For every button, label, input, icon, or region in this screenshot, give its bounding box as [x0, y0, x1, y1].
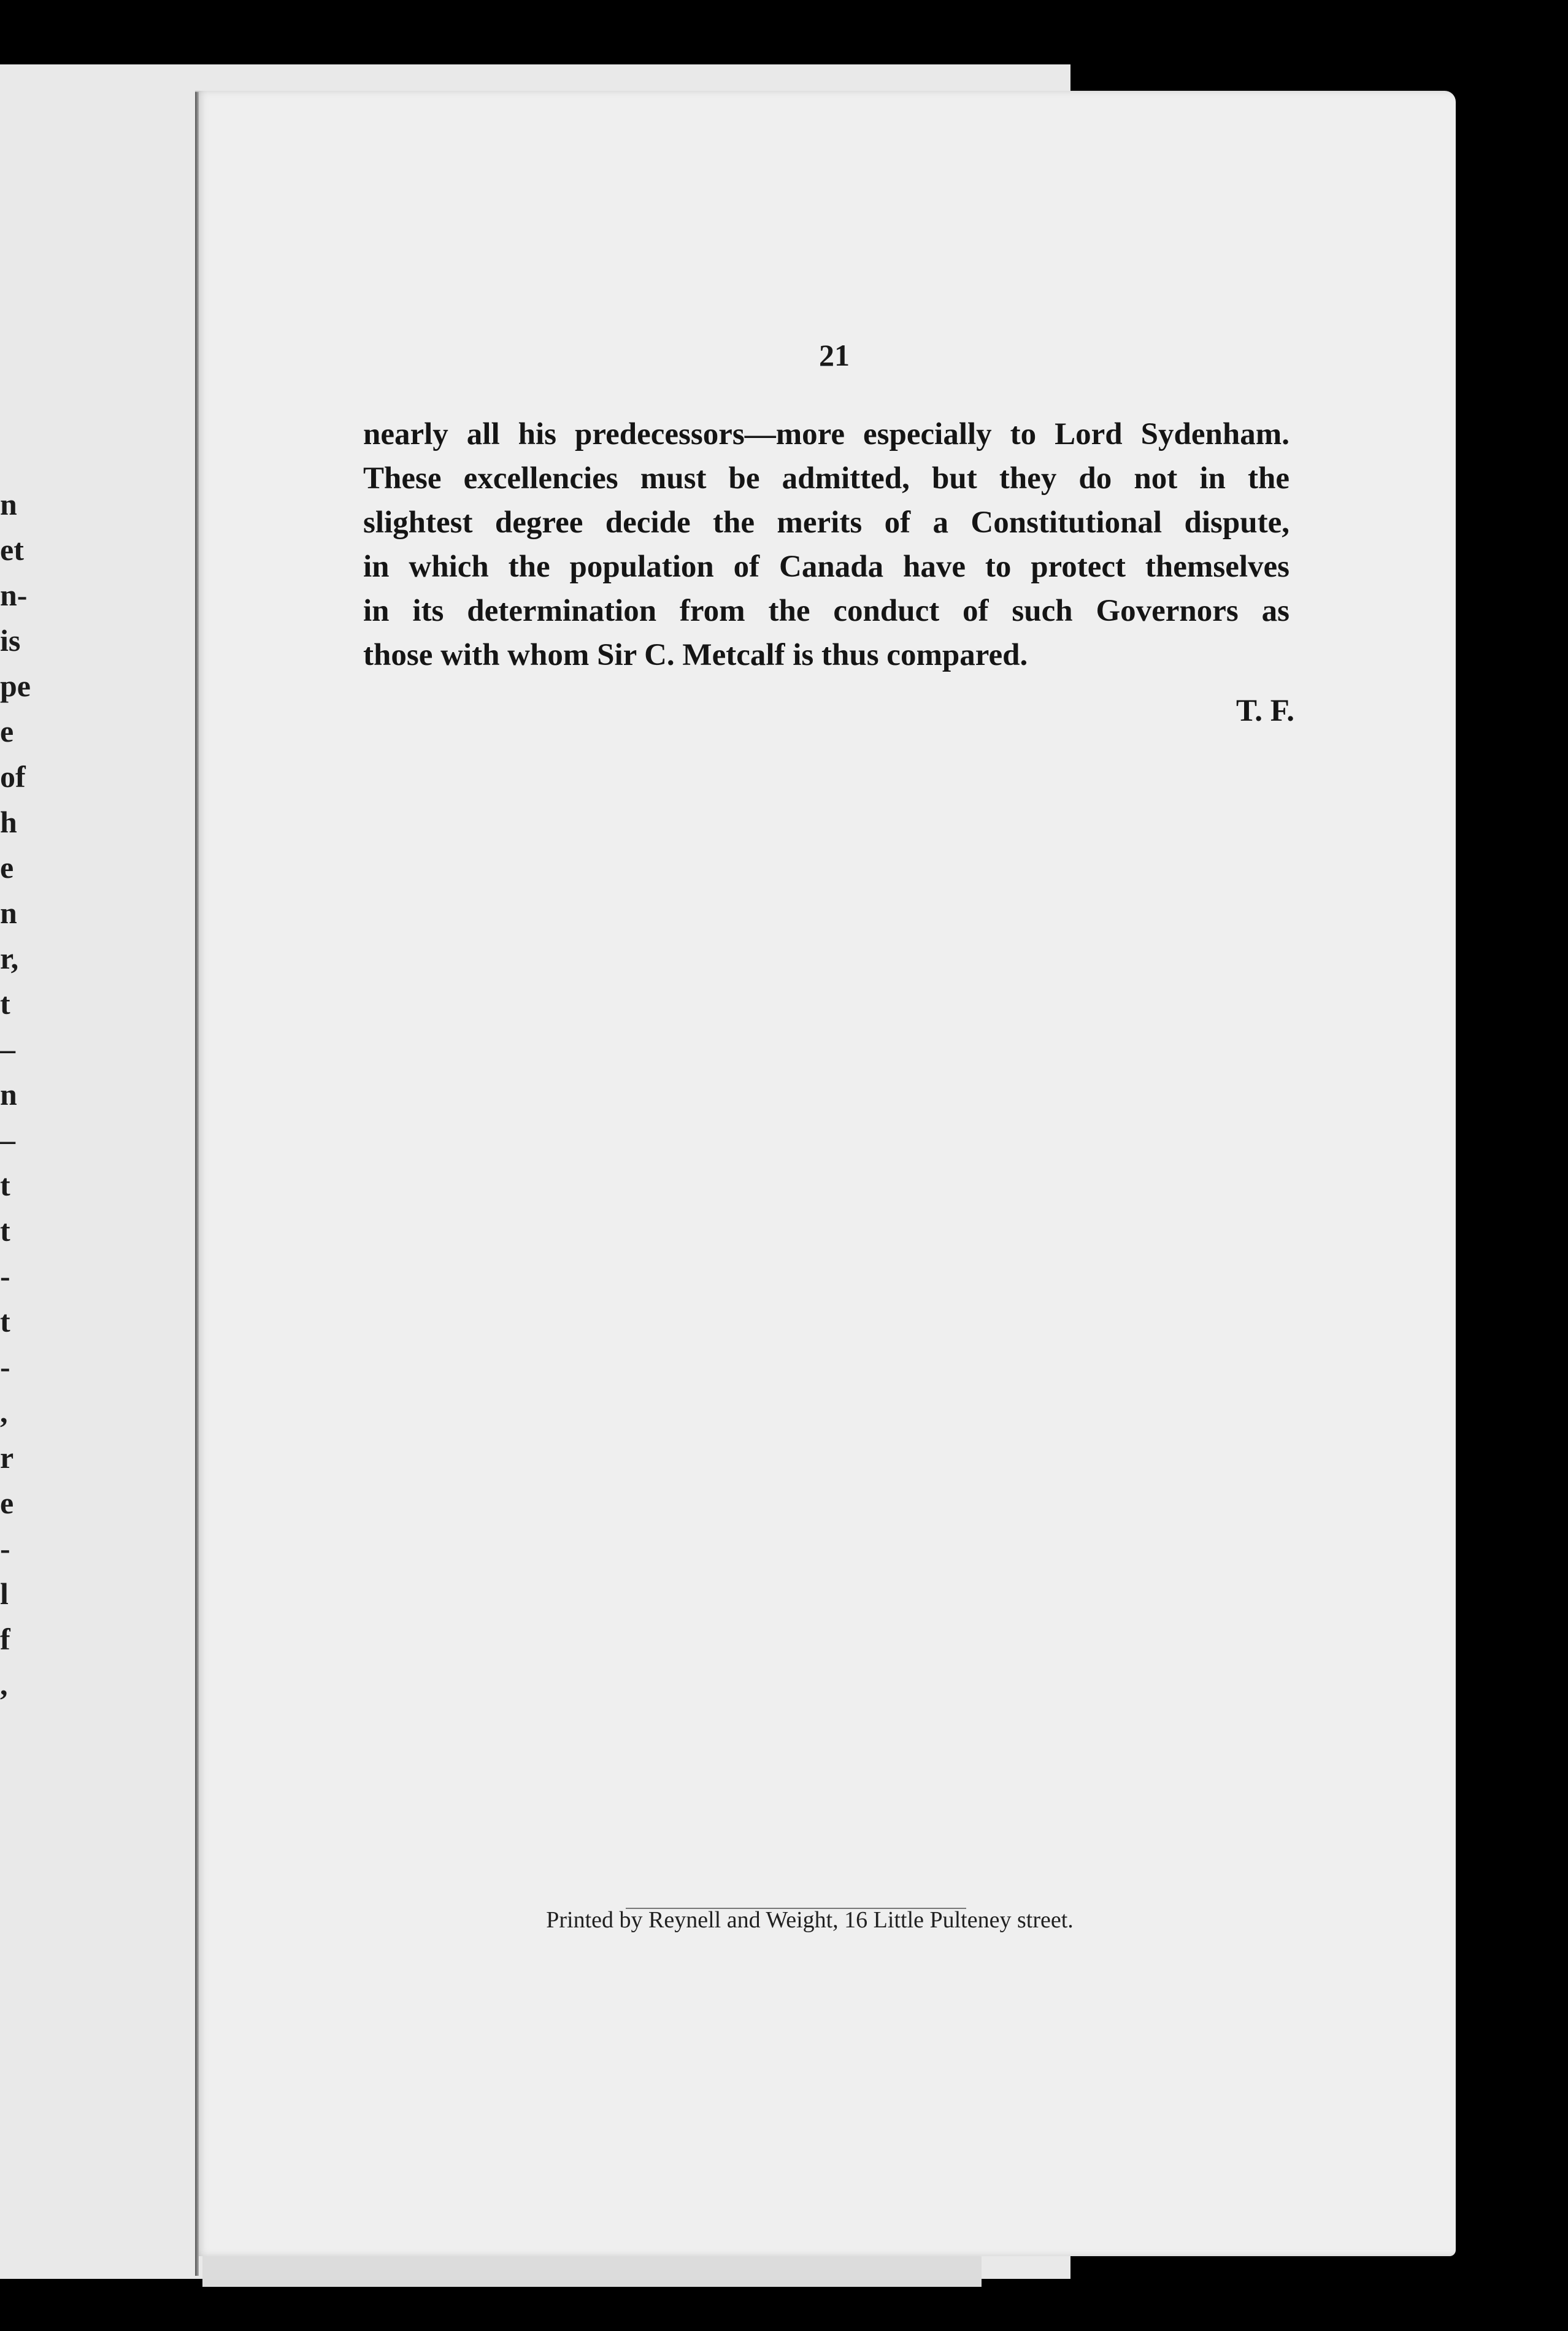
- fragment: n-: [0, 578, 28, 612]
- page-number: 21: [819, 338, 850, 372]
- fragment: t: [0, 1213, 10, 1248]
- text-line: those with whom Sir C. Metcalf is thus compared.: [363, 638, 1028, 672]
- fragment: -: [0, 1350, 10, 1384]
- underlying-page-edge: [202, 2256, 982, 2287]
- page-fold: [195, 92, 199, 2276]
- fragment: l: [0, 1576, 9, 1611]
- fragment: –: [0, 1123, 15, 1157]
- fragment: n: [0, 1077, 17, 1112]
- fragment: ,: [0, 1395, 8, 1429]
- fragment: –: [0, 1032, 15, 1066]
- fragment: t: [0, 1304, 10, 1338]
- fragment: e: [0, 850, 14, 885]
- text-line: in its determination from the conduct of such Governors as: [363, 594, 1289, 628]
- fragment: h: [0, 805, 17, 839]
- facing-page-text-fragments: [0, 482, 43, 1707]
- printer-imprint: Printed by Reynell and Weight, 16 Little Pulteney street.: [546, 1907, 1074, 1933]
- fragment: n: [0, 896, 17, 930]
- body-paragraph: [363, 412, 1289, 677]
- fragment: -: [0, 1531, 10, 1565]
- fragment: r,: [0, 941, 19, 975]
- text-line: in which the population of Canada have to protect themselves: [363, 550, 1289, 584]
- fragment: f: [0, 1622, 10, 1656]
- fragment: t: [0, 986, 10, 1021]
- fragment: of: [0, 759, 26, 794]
- text-line: These excellencies must be admitted, but they do not in the: [363, 461, 1289, 496]
- fragment: t: [0, 1168, 10, 1202]
- text-line: slightest degree decide the merits of a Constitutional dispute,: [363, 505, 1289, 540]
- signature-initials: T. F.: [1236, 694, 1294, 728]
- fragment: -: [0, 1259, 10, 1293]
- fragment: et: [0, 532, 24, 567]
- fragment: r: [0, 1440, 14, 1475]
- fragment: ,: [0, 1667, 8, 1702]
- fragment: pe: [0, 669, 31, 703]
- fragment: n: [0, 487, 17, 521]
- text-line: nearly all his predecessors—more especially to Lord Sydenham.: [363, 417, 1289, 451]
- fragment: e: [0, 1486, 14, 1520]
- fragment: is: [0, 623, 21, 658]
- fragment: e: [0, 714, 14, 748]
